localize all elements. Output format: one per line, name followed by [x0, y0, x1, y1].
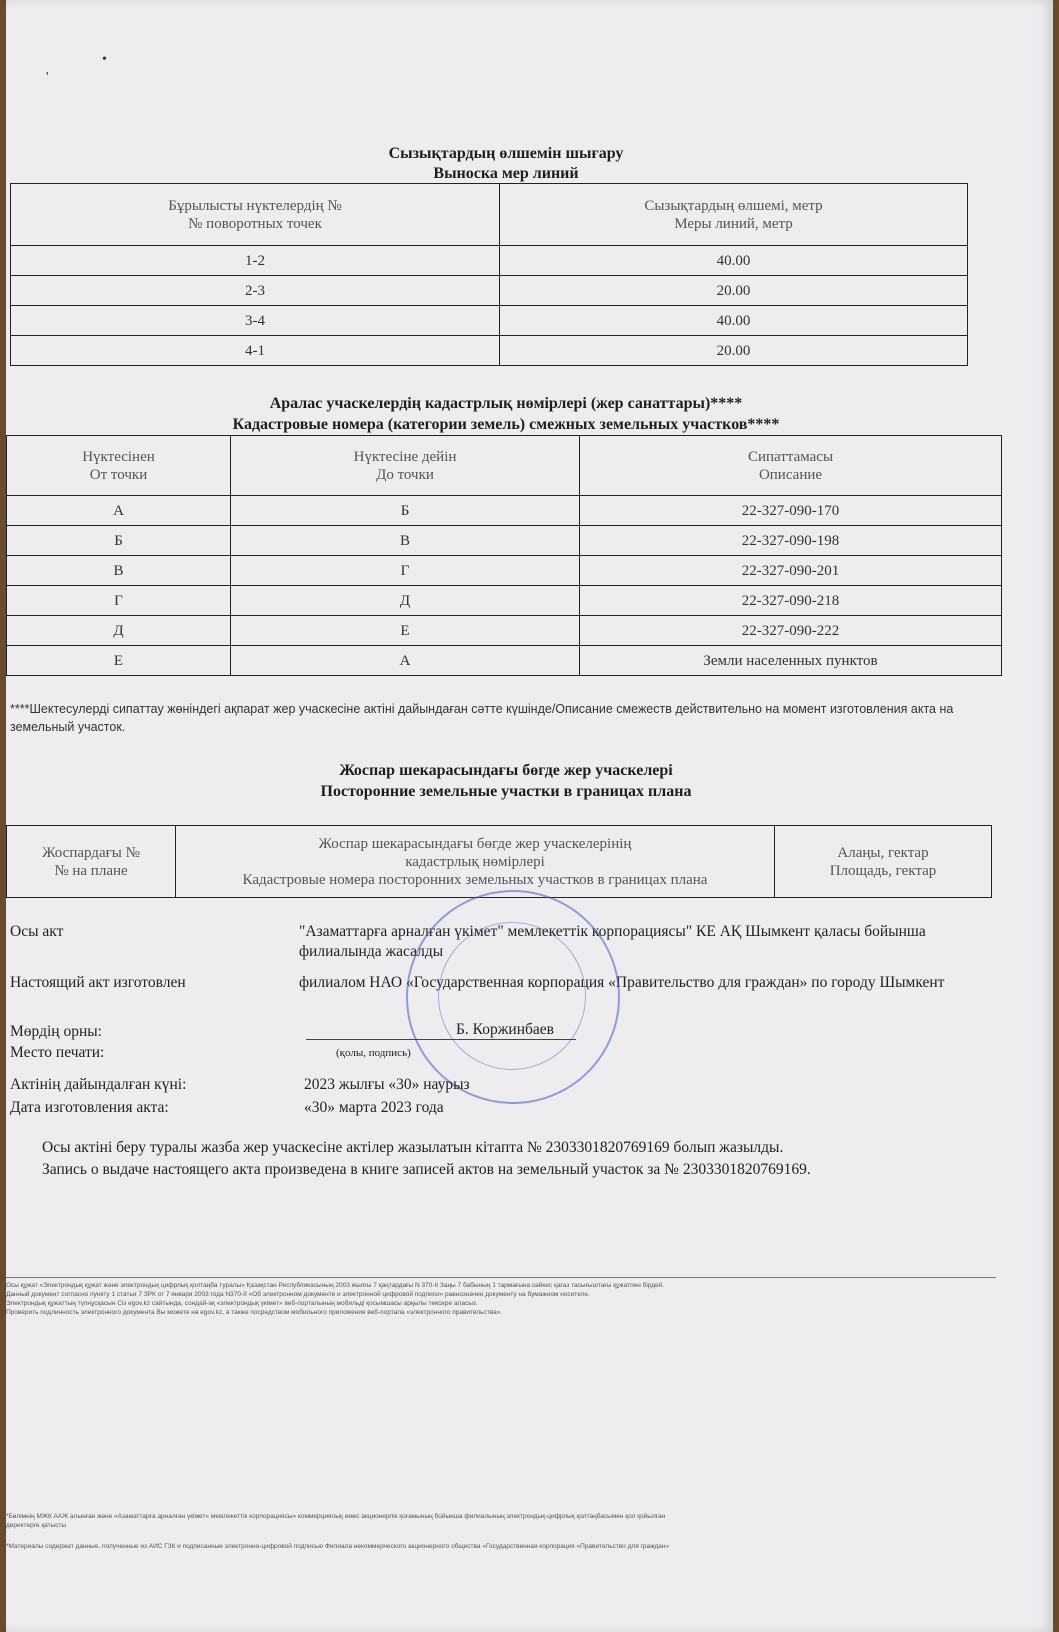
- header-text: Сипаттамасы: [747, 448, 834, 465]
- header-text: Меры линий, метр: [674, 215, 793, 232]
- description-cell: 22-327-090-201: [580, 556, 1002, 586]
- description-cell: Земли населенных пунктов: [580, 646, 1002, 676]
- table-row: [11, 246, 968, 276]
- header-text: Жоспар шекарасындағы бөгде жер учаскелерінің: [318, 835, 632, 852]
- footer-legal-text: Данный документ согласно пункту 1 статьи 7 ЗРК от 7 января 2003 года N370-II «Об электронном документе и электронной цифровой подписи» равнозначен документу на бумажном носителе.: [6, 1291, 590, 1298]
- header-text: № поворотных точек: [188, 215, 322, 232]
- footer-legal-text: Осы құжат «Электрондық құжат және электрондық цифрлық қолтаңба туралы» Қазақстан Республикасының 2003 жылғы 7 қаңтардағы N 370-II Заңы 7 бабының 1 тармағына сәйкес қағаз тасығыштағы құжатпен бірдей.: [6, 1282, 665, 1289]
- date-value-kz: 2023 жылғы «30» наурыз: [304, 1076, 470, 1093]
- length-cell: 40.00: [500, 246, 968, 276]
- length-cell: 20.00: [500, 276, 968, 306]
- length-cell: 20.00: [500, 336, 968, 366]
- table-row: [11, 306, 968, 336]
- act-value-kz: "Азаматтарға арналған үкімет" мемлекеттік корпорациясы" КЕ АҚ Шымкент қаласы бойынша филиалында жасалды: [299, 923, 926, 960]
- from-cell: Г: [7, 586, 231, 616]
- to-cell: В: [231, 526, 580, 556]
- to-cell: Г: [231, 556, 580, 586]
- act-label-kz: Осы акт: [10, 923, 64, 940]
- description-cell: 22-327-090-218: [580, 586, 1002, 616]
- official-seal-inner-ring: [438, 922, 586, 1070]
- from-cell: Б: [7, 526, 231, 556]
- record-statement-kz: Осы актіні беру туралы жазба жер учаскесіне актілер жазылатын кітапта № 2303301820769169 болып жазылды.: [42, 1139, 784, 1156]
- table-row: [7, 616, 1002, 646]
- table-row: [7, 496, 1002, 526]
- to-cell: А: [231, 646, 580, 676]
- to-cell: Б: [231, 496, 580, 526]
- to-header: [231, 436, 580, 496]
- table-row: [7, 556, 1002, 586]
- table-row: [7, 586, 1002, 616]
- plan-number-header: [7, 826, 176, 898]
- header-text: Сызықтардың өлшемі, метр: [644, 197, 823, 214]
- foreign-title-kz: Жоспар шекарасындағы бөгде жер учаскелері: [339, 762, 673, 779]
- foreign-title-ru: Посторонние земельные участки в границах плана: [320, 783, 692, 800]
- to-cell: Д: [231, 586, 580, 616]
- table-row: [11, 336, 968, 366]
- description-cell: 22-327-090-222: [580, 616, 1002, 646]
- from-header: [7, 436, 231, 496]
- table-row: [7, 646, 1002, 676]
- lines-title-ru: Выноска мер линий: [433, 165, 579, 182]
- footer-source-note: *Бөлімнің МЖК ААЖ алынған және «Азаматтарға арналған үкімет» мемлекеттік корпорациясы» коммерциялық емес акционерлік қоғамының бойынша филиалының электрондық-цифрлық қолтаңбасымен қол қойылған: [6, 1513, 666, 1520]
- adjacent-table: [6, 435, 1002, 676]
- footer-legal-text: Проверить подлинность электронного документа Вы можете на egov.kz, а также посредством мобильного приложения веб-портала «электронного правительства».: [6, 1309, 503, 1316]
- from-cell: Д: [7, 616, 231, 646]
- signature-caption: (қолы, подпись): [336, 1047, 411, 1059]
- act-value-ru: филиалом НАО «Государственная корпорация «Правительство для граждан» по городу Шымкент: [299, 974, 945, 991]
- from-cell: В: [7, 556, 231, 586]
- header-text: Нүктесіне дейін: [353, 448, 457, 465]
- lines-title-kz: Сызықтардың өлшемін шығару: [388, 145, 624, 162]
- header-text: Описание: [758, 466, 823, 483]
- document-page: [6, 0, 1053, 1632]
- date-label-ru: Дата изготовления акта:: [10, 1099, 169, 1116]
- header-text: Площадь, гектар: [829, 862, 937, 879]
- adjacency-footnote: ****Шектесулерді сипаттау жөніндегі ақпарат жер учаскесіне актіні дайындаған сәтте күшінде/Описание смежеств действительно на момент изготовления акта на земельный участок.: [10, 702, 954, 734]
- lines-col2-header: [500, 184, 968, 246]
- signer-name: Б. Коржинбаев: [456, 1021, 554, 1038]
- lines-table: [10, 183, 968, 366]
- foreign-cadastral-header: [176, 826, 775, 898]
- footer-divider: [6, 1277, 996, 1278]
- table-row: [7, 526, 1002, 556]
- seal-label-ru: Место печати:: [10, 1044, 105, 1061]
- signature-line: [306, 1039, 576, 1040]
- date-label-kz: Актінің дайындалған күні:: [10, 1076, 187, 1093]
- from-cell: Е: [7, 646, 231, 676]
- footer-source-note: *Материалы содержат данные, полученные из АИС ГЗК и подписанные электронно-цифровой подписью Филиала некоммерческого акционерного общества «Государственная корпорация «Правительство для граждан»: [6, 1543, 670, 1550]
- table-row: [11, 276, 968, 306]
- points-cell: 2-3: [11, 276, 500, 306]
- date-value-ru: «30» марта 2023 года: [304, 1099, 444, 1116]
- from-cell: А: [7, 496, 231, 526]
- header-text: Жоспардағы №: [42, 844, 140, 861]
- points-cell: 4-1: [11, 336, 500, 366]
- seal-label-kz: Мөрдің орны:: [10, 1023, 102, 1040]
- points-cell: 1-2: [11, 246, 500, 276]
- description-header: [580, 436, 1002, 496]
- scan-mark: ': [46, 70, 49, 85]
- lines-col1-header: [11, 184, 500, 246]
- header-text: кадастрлық нөмірлері: [405, 853, 545, 870]
- header-text: Алаңы, гектар: [837, 844, 929, 861]
- header-text: Нүктесінен: [82, 448, 155, 465]
- scan-mark: •: [102, 52, 107, 67]
- footer-legal-text: Электрондық құжаттың түпнұсқасын Сіз egov.kz сайтында, сондай-ақ «электрондық үкімет» веб-порталының мобильді қосымшасы арқылы тексере аласыз.: [6, 1300, 478, 1307]
- to-cell: Е: [231, 616, 580, 646]
- length-cell: 40.00: [500, 306, 968, 336]
- points-cell: 3-4: [11, 306, 500, 336]
- adjacent-title-ru: Кадастровые номера (категории земель) смежных земельных участков****: [232, 416, 780, 433]
- description-cell: 22-327-090-170: [580, 496, 1002, 526]
- header-text: Кадастровые номера посторонних земельных участков в границах плана: [242, 871, 708, 888]
- footer-source-note: деректерге қатысты: [6, 1522, 67, 1529]
- official-seal-stamp: [406, 890, 620, 1104]
- foreign-plots-table: [6, 825, 992, 898]
- record-statement-ru: Запись о выдаче настоящего акта произведена в книге записей актов на земельный участок за № 2303301820769169.: [42, 1161, 811, 1178]
- header-text: От точки: [89, 466, 148, 483]
- header-text: Бұрылысты нүктелердің №: [168, 197, 342, 214]
- act-label-ru: Настоящий акт изготовлен: [10, 974, 186, 991]
- adjacent-title-kz: Аралас учаскелердің кадастрлық нөмірлері (жер санаттары)****: [269, 395, 743, 412]
- description-cell: 22-327-090-198: [580, 526, 1002, 556]
- header-text: До точки: [376, 466, 434, 483]
- area-header: [775, 826, 992, 898]
- header-text: № на плане: [54, 862, 128, 879]
